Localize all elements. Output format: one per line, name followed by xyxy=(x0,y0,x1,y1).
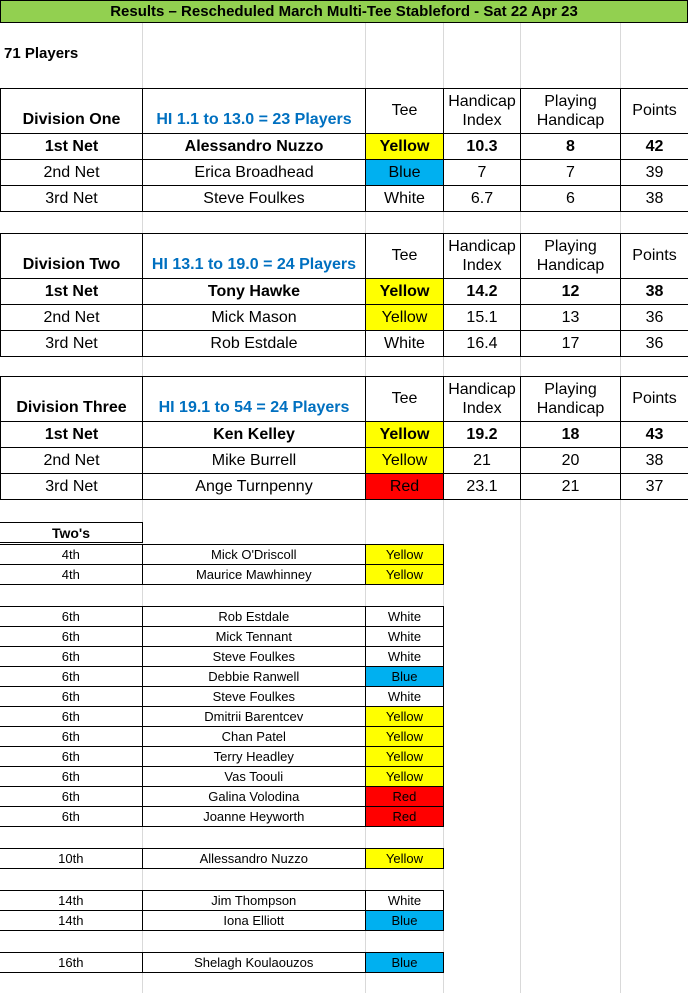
twos-row xyxy=(0,807,444,827)
playing-handicap-cell: 8 xyxy=(521,134,621,160)
twos-group xyxy=(0,890,444,931)
hole-cell: 6th xyxy=(0,727,142,747)
twos-row xyxy=(0,565,444,585)
twos-row xyxy=(0,707,444,727)
player-cell: Jim Thompson xyxy=(142,891,365,911)
tee-cell: Red xyxy=(365,807,443,827)
tee-cell: Yellow xyxy=(366,448,444,474)
player-cell: Erica Broadhead xyxy=(143,160,366,186)
points-header: Points xyxy=(621,234,688,279)
player-cell: Rob Estdale xyxy=(142,607,365,627)
player-cell: Steve Foulkes xyxy=(143,186,366,212)
player-cell: Mike Burrell xyxy=(143,448,366,474)
tee-cell: Yellow xyxy=(365,849,443,869)
twos-row xyxy=(0,911,444,931)
player-cell: Galina Volodina xyxy=(142,787,365,807)
hole-cell: 4th xyxy=(0,545,142,565)
handicap-index-header: Handicap Index xyxy=(444,89,521,134)
twos-row xyxy=(0,891,444,911)
result-row xyxy=(1,279,688,305)
handicap-index-cell: 15.1 xyxy=(444,305,521,331)
player-cell: Mick Tennant xyxy=(142,627,365,647)
points-cell: 42 xyxy=(621,134,688,160)
hole-cell: 10th xyxy=(0,849,142,869)
twos-row xyxy=(0,747,444,767)
player-cell: Chan Patel xyxy=(142,727,365,747)
twos-group xyxy=(0,848,444,869)
handicap-index-header: Handicap Index xyxy=(444,377,521,422)
twos-row xyxy=(0,647,444,667)
tee-header: Tee xyxy=(366,377,444,422)
result-row xyxy=(1,186,688,212)
result-row xyxy=(1,474,688,500)
result-row xyxy=(1,305,688,331)
player-cell: Rob Estdale xyxy=(143,331,366,357)
player-cell: Mick O'Driscoll xyxy=(142,545,365,565)
playing-handicap-header: Playing Handicap xyxy=(521,234,621,279)
tee-cell: Blue xyxy=(365,953,443,973)
place-cell: 2nd Net xyxy=(1,448,143,474)
points-cell: 36 xyxy=(621,305,688,331)
hole-cell: 6th xyxy=(0,607,142,627)
player-cell: Terry Headley xyxy=(142,747,365,767)
tee-header: Tee xyxy=(366,234,444,279)
hole-cell: 6th xyxy=(0,627,142,647)
player-cell: Debbie Ranwell xyxy=(142,667,365,687)
tee-cell: White xyxy=(365,627,443,647)
player-cell: Dmitrii Barentcev xyxy=(142,707,365,727)
hole-cell: 6th xyxy=(0,667,142,687)
tee-cell: White xyxy=(365,647,443,667)
points-header: Points xyxy=(621,377,688,422)
division-range: HI 13.1 to 19.0 = 24 Players xyxy=(143,234,366,279)
twos-row xyxy=(0,627,444,647)
division-name: Division One xyxy=(1,89,143,134)
handicap-index-cell: 6.7 xyxy=(444,186,521,212)
playing-handicap-cell: 13 xyxy=(521,305,621,331)
twos-group xyxy=(0,952,444,973)
twos-group xyxy=(0,544,444,585)
player-cell: Steve Foulkes xyxy=(142,687,365,707)
result-row xyxy=(1,160,688,186)
twos-group xyxy=(0,606,444,827)
player-cell: Alessandro Nuzzo xyxy=(143,134,366,160)
player-cell: Joanne Heyworth xyxy=(142,807,365,827)
player-cell: Mick Mason xyxy=(143,305,366,331)
twos-row xyxy=(0,727,444,747)
handicap-index-cell: 21 xyxy=(444,448,521,474)
player-cell: Steve Foulkes xyxy=(142,647,365,667)
tee-cell: White xyxy=(365,607,443,627)
division-table xyxy=(0,376,688,500)
place-cell: 2nd Net xyxy=(1,305,143,331)
division-range: HI 19.1 to 54 = 24 Players xyxy=(143,377,366,422)
playing-handicap-cell: 12 xyxy=(521,279,621,305)
tee-cell: Yellow xyxy=(366,305,444,331)
place-cell: 1st Net xyxy=(1,279,143,305)
tee-cell: Yellow xyxy=(366,279,444,305)
handicap-index-header: Handicap Index xyxy=(444,234,521,279)
points-cell: 39 xyxy=(621,160,688,186)
tee-cell: White xyxy=(366,186,444,212)
hole-cell: 6th xyxy=(0,767,142,787)
tee-cell: Red xyxy=(366,474,444,500)
players-total: 71 Players xyxy=(4,45,79,62)
playing-handicap-cell: 20 xyxy=(521,448,621,474)
twos-row xyxy=(0,849,444,869)
points-cell: 38 xyxy=(621,279,688,305)
handicap-index-cell: 23.1 xyxy=(444,474,521,500)
twos-label: Two's xyxy=(0,522,143,543)
handicap-index-cell: 19.2 xyxy=(444,422,521,448)
tee-cell: Yellow xyxy=(365,565,443,585)
hole-cell: 6th xyxy=(0,747,142,767)
tee-cell: Yellow xyxy=(366,422,444,448)
division-range: HI 1.1 to 13.0 = 23 Players xyxy=(143,89,366,134)
hole-cell: 4th xyxy=(0,565,142,585)
handicap-index-cell: 7 xyxy=(444,160,521,186)
hole-cell: 6th xyxy=(0,647,142,667)
tee-cell: Red xyxy=(365,787,443,807)
tee-cell: Yellow xyxy=(365,707,443,727)
division-table xyxy=(0,233,688,357)
tee-cell: Blue xyxy=(365,911,443,931)
place-cell: 3rd Net xyxy=(1,186,143,212)
tee-header: Tee xyxy=(366,89,444,134)
playing-handicap-cell: 17 xyxy=(521,331,621,357)
result-row xyxy=(1,134,688,160)
tee-cell: White xyxy=(365,891,443,911)
points-cell: 37 xyxy=(621,474,688,500)
place-cell: 1st Net xyxy=(1,134,143,160)
tee-cell: Blue xyxy=(366,160,444,186)
player-cell: Maurice Mawhinney xyxy=(142,565,365,585)
tee-cell: Yellow xyxy=(365,767,443,787)
handicap-index-cell: 16.4 xyxy=(444,331,521,357)
tee-cell: Blue xyxy=(365,667,443,687)
twos-row xyxy=(0,667,444,687)
player-cell: Tony Hawke xyxy=(143,279,366,305)
points-cell: 38 xyxy=(621,448,688,474)
player-cell: Ken Kelley xyxy=(143,422,366,448)
hole-cell: 6th xyxy=(0,707,142,727)
points-cell: 38 xyxy=(621,186,688,212)
points-header: Points xyxy=(621,89,688,134)
handicap-index-cell: 10.3 xyxy=(444,134,521,160)
playing-handicap-cell: 21 xyxy=(521,474,621,500)
hole-cell: 16th xyxy=(0,953,142,973)
result-row xyxy=(1,448,688,474)
player-cell: Iona Elliott xyxy=(142,911,365,931)
twos-row xyxy=(0,767,444,787)
player-cell: Allessandro Nuzzo xyxy=(142,849,365,869)
points-cell: 43 xyxy=(621,422,688,448)
twos-row xyxy=(0,787,444,807)
playing-handicap-cell: 7 xyxy=(521,160,621,186)
tee-cell: White xyxy=(366,331,444,357)
playing-handicap-header: Playing Handicap xyxy=(521,377,621,422)
place-cell: 3rd Net xyxy=(1,331,143,357)
hole-cell: 14th xyxy=(0,911,142,931)
playing-handicap-cell: 18 xyxy=(521,422,621,448)
twos-row xyxy=(0,953,444,973)
twos-row xyxy=(0,687,444,707)
place-cell: 1st Net xyxy=(1,422,143,448)
page-title: Results – Rescheduled March Multi-Tee Stableford - Sat 22 Apr 23 xyxy=(0,0,688,23)
hole-cell: 14th xyxy=(0,891,142,911)
result-row xyxy=(1,331,688,357)
handicap-index-cell: 14.2 xyxy=(444,279,521,305)
tee-cell: Yellow xyxy=(366,134,444,160)
division-name: Division Two xyxy=(1,234,143,279)
division-table xyxy=(0,88,688,212)
hole-cell: 6th xyxy=(0,807,142,827)
place-cell: 2nd Net xyxy=(1,160,143,186)
player-cell: Vas Toouli xyxy=(142,767,365,787)
result-row xyxy=(1,422,688,448)
points-cell: 36 xyxy=(621,331,688,357)
division-name: Division Three xyxy=(1,377,143,422)
place-cell: 3rd Net xyxy=(1,474,143,500)
tee-cell: Yellow xyxy=(365,747,443,767)
twos-row xyxy=(0,545,444,565)
hole-cell: 6th xyxy=(0,687,142,707)
tee-cell: Yellow xyxy=(365,727,443,747)
player-cell: Shelagh Koulaouzos xyxy=(142,953,365,973)
player-cell: Ange Turnpenny xyxy=(143,474,366,500)
playing-handicap-cell: 6 xyxy=(521,186,621,212)
hole-cell: 6th xyxy=(0,787,142,807)
tee-cell: Yellow xyxy=(365,545,443,565)
tee-cell: White xyxy=(365,687,443,707)
playing-handicap-header: Playing Handicap xyxy=(521,89,621,134)
twos-row xyxy=(0,607,444,627)
